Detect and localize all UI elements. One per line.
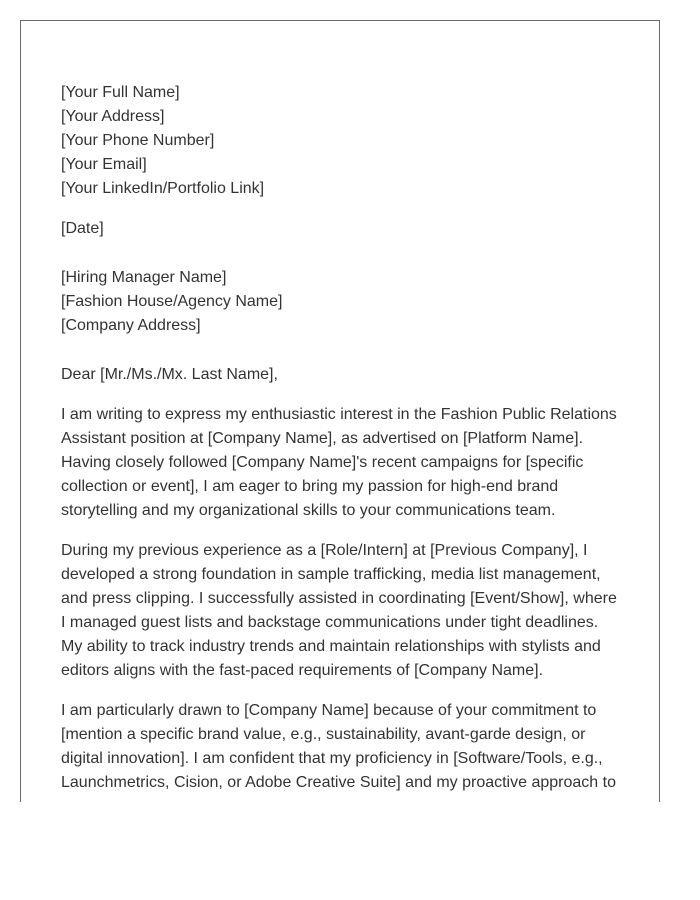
sender-portfolio-link: [Your LinkedIn/Portfolio Link] bbox=[61, 180, 265, 197]
paragraph-line: [mention a specific brand value, e.g., sustainability, avant-garde design, or bbox=[61, 726, 586, 743]
sender-email: [Your Email] bbox=[61, 156, 147, 173]
date-text: [Date] bbox=[61, 220, 104, 237]
sender-address: [Your Address] bbox=[61, 108, 165, 125]
paragraph-line: Assistant position at [Company Name], as advertised on [Platform Name]. bbox=[61, 430, 584, 447]
recipient-address: [Company Address] bbox=[61, 317, 201, 334]
paragraph-line: storytelling and my organizational skills to your communications team. bbox=[61, 502, 556, 519]
paragraph-line: and press clipping. I successfully assisted in coordinating [Event/Show], where bbox=[61, 590, 617, 607]
paragraph-line: developed a strong foundation in sample trafficking, media list management, bbox=[61, 566, 601, 583]
paragraph-line: digital innovation]. I am confident that my proficiency in [Software/Tools, e.g., bbox=[61, 750, 603, 767]
paragraph-line: collection or event], I am eager to bring my passion for high-end brand bbox=[61, 478, 559, 495]
paragraph-experience bbox=[61, 539, 626, 683]
salutation bbox=[61, 363, 626, 387]
recipient-organization: [Fashion House/Agency Name] bbox=[61, 293, 283, 310]
paragraph-line: Launchmetrics, Cision, or Adobe Creative Suite] and my proactive approach to bbox=[61, 774, 616, 791]
recipient-block bbox=[61, 266, 626, 338]
paragraph-line: editors aligns with the fast-paced requirements of [Company Name]. bbox=[61, 662, 544, 679]
paragraph-line: Having closely followed [Company Name]'s recent campaigns for [specific bbox=[61, 454, 584, 471]
salutation-text: Dear [Mr./Ms./Mx. Last Name], bbox=[61, 366, 278, 383]
sender-name: [Your Full Name] bbox=[61, 84, 180, 101]
paragraph-line: I am writing to express my enthusiastic interest in the Fashion Public Relations bbox=[61, 406, 617, 423]
paragraph-line: I managed guest lists and backstage communications under tight deadlines. bbox=[61, 614, 599, 631]
letter-page bbox=[20, 20, 660, 802]
sender-contact-block bbox=[61, 81, 626, 201]
sender-phone: [Your Phone Number] bbox=[61, 132, 215, 149]
paragraph-intro bbox=[61, 403, 626, 523]
letter-body bbox=[61, 81, 626, 802]
paragraph-line: My ability to track industry trends and maintain relationships with stylists and bbox=[61, 638, 601, 655]
paragraph-motivation bbox=[61, 699, 626, 795]
letter-date bbox=[61, 217, 626, 241]
paragraph-line: I am particularly drawn to [Company Name] because of your commitment to bbox=[61, 702, 597, 719]
recipient-name: [Hiring Manager Name] bbox=[61, 269, 227, 286]
paragraph-line: During my previous experience as a [Role/Intern] at [Previous Company], I bbox=[61, 542, 588, 559]
